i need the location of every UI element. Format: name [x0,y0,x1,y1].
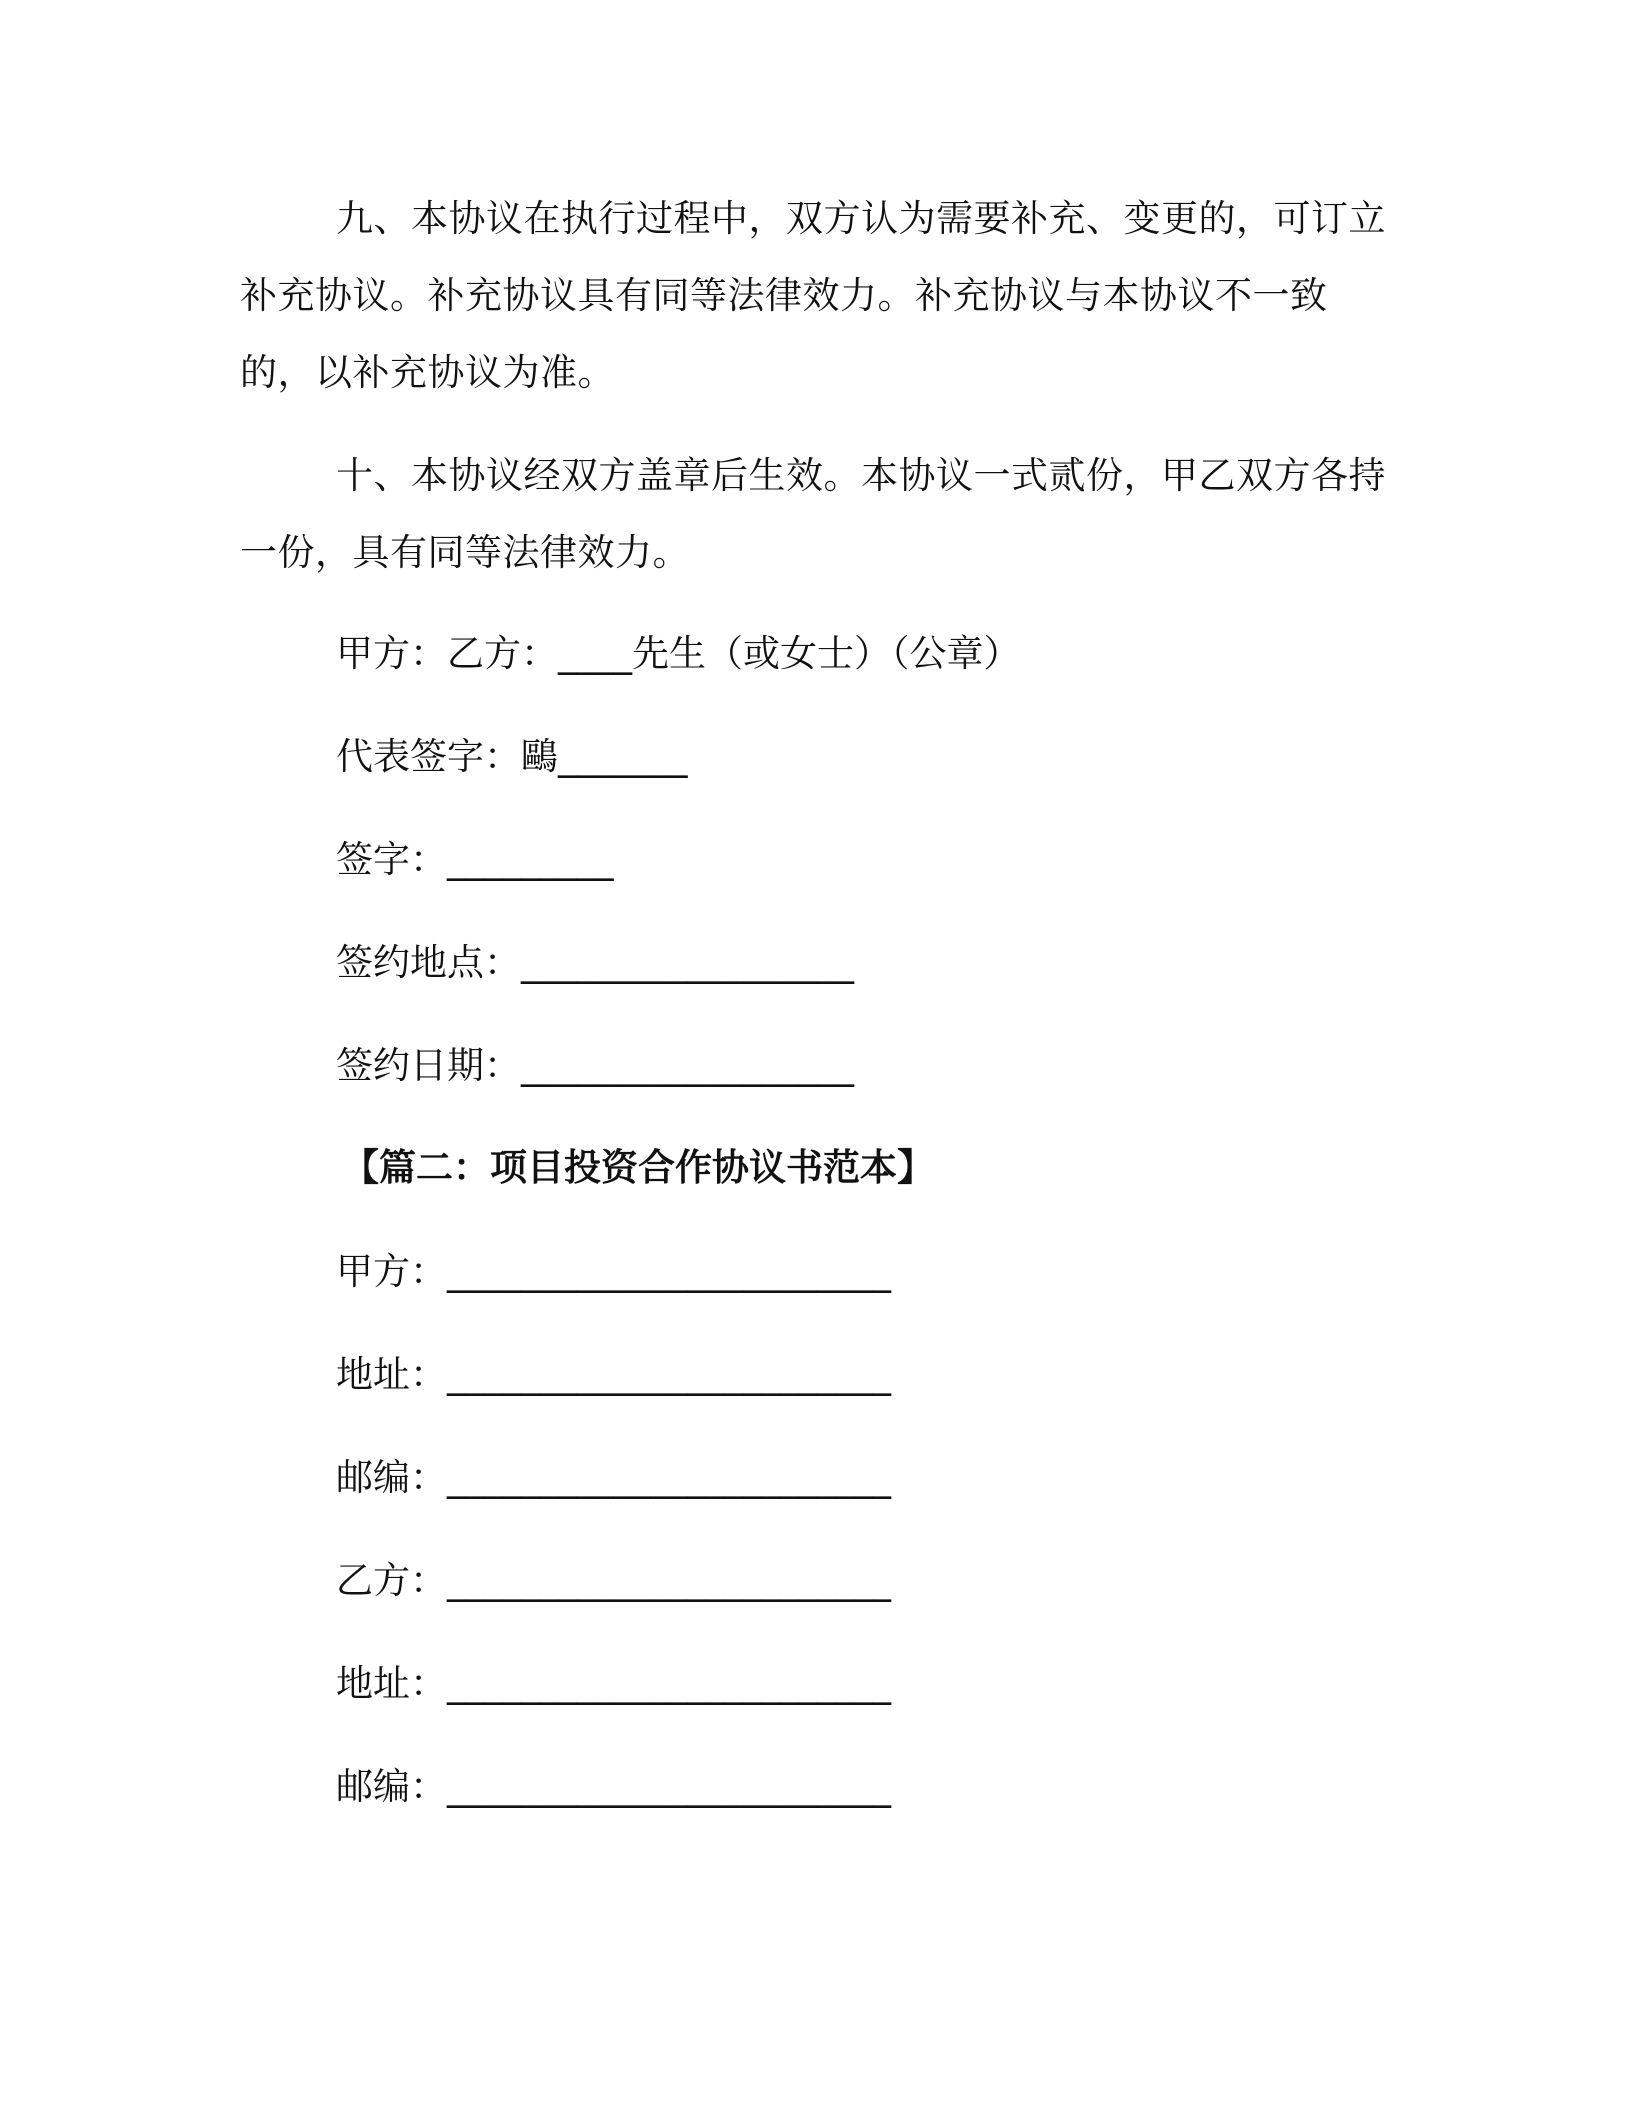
party-a-name-line: 甲方：________________________ [336,1250,891,1293]
signature-line: 签字：_________ [336,838,614,881]
party-a-postcode-line: 邮编：________________________ [336,1456,891,1499]
clause-nine-paragraph: 九、本协议在执行过程中，双方认为需要补充、变更的，可订立补充协议。补充协议具有同等法律效力。补充协议与本协议不一致的，以补充协议为准。 [240,197,1386,394]
signing-date-line: 签约日期：__________________ [336,1044,854,1087]
party-b-address-line: 地址：________________________ [336,1662,891,1705]
party-signature-line: 甲方：乙方：____先生（或女士）（公章） [336,632,1021,675]
representative-signature-line: 代表签字：鷗_______ [336,735,688,778]
signing-place-line: 签约地点：__________________ [336,941,854,984]
clause-ten-paragraph: 十、本协议经双方盖章后生效。本协议一式贰份，甲乙双方各持一份，具有同等法律效力。 [240,454,1386,574]
party-b-name-line: 乙方：________________________ [336,1559,891,1602]
party-b-postcode-line: 邮编：________________________ [336,1765,891,1808]
party-a-address-line: 地址：________________________ [336,1353,891,1396]
section-heading: 【篇二：项目投资合作协议书范本】 [342,1146,934,1189]
